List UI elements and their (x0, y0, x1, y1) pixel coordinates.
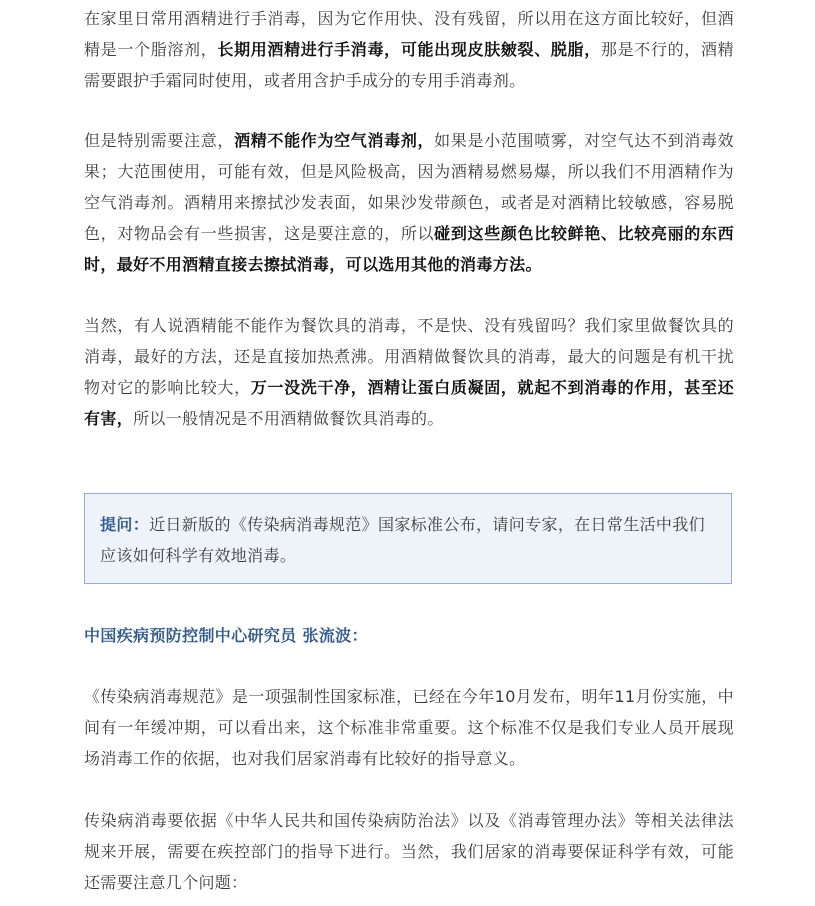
text-segment: 当然，有人说酒精能不能作为餐饮具的消毒，不是快、没有残留吗？我们家里做餐饮具的消毒，最好的方法，还是直接加热煮沸。用酒精做餐饮具的消毒，最大的问题是有机干扰物对它的影响比较大， (84, 316, 734, 397)
paragraph-legal-basis: 传染病消毒要依据《中华人民共和国传染病防治法》以及《消毒管理办法》等相关法律法规来开展，需要在疾控部门的指导下进行。当然，我们居家的消毒要保证科学有效，可能还需要注意几个问题： (84, 811, 734, 892)
paragraph-tableware-disinfection (84, 310, 734, 434)
question-callout-box (84, 493, 732, 584)
question-text (100, 509, 718, 571)
bold-emphasis: 长期用酒精进行手消毒，可能出现皮肤皴裂、脱脂， (217, 40, 601, 59)
text-segment: 如果是小范围喷雾，对空气达不到消毒效果；大范围使用，可能有效，但是风险极高，因为酒精易燃易爆，所以我们不用酒精作为空气消毒剂。酒精用来擦拭沙发表面，如果沙发带颜色，或者是对酒精比较敏感，容易脱色，对物品会有一些损害，这是要注意的，所以 (84, 131, 734, 243)
text-segment: 所以一般情况是不用酒精做餐饮具消毒的。 (133, 409, 444, 428)
text-segment: 但是特别需要注意， (84, 131, 235, 150)
bold-emphasis: 碰到这些颜色比较鲜艳、比较亮丽的东西时，最好不用酒精直接去擦拭消毒，可以选用其他的消毒方法。 (84, 224, 734, 274)
bold-emphasis: 酒精不能作为空气消毒剂， (234, 131, 435, 150)
speaker-attribution: 中国疾病预防控制中心研究员 张流波： (84, 626, 368, 645)
paragraph-alcohol-hand-disinfection (84, 3, 734, 96)
paragraph-disinfection-standard: 《传染病消毒规范》是一项强制性国家标准，已经在今年10月发布，明年11月份实施，中间有一年缓冲期，可以看出来，这个标准非常重要。这个标准不仅是我们专业人员开展现场消毒工作的依据，也对我们居家消毒有比较好的指导意义。 (84, 687, 734, 768)
bold-emphasis: 万一没洗干净，酒精让蛋白质凝固，就起不到消毒的作用，甚至还有害， (84, 378, 734, 428)
text-segment: 在家里日常用酒精进行手消毒，因为它作用快、没有残留，所以用在这方面比较好，但酒精是一个脂溶剂， (84, 9, 734, 59)
question-body: 近日新版的《传染病消毒规范》国家标准公布，请问专家，在日常生活中我们应该如何科学有效地消毒。 (100, 515, 705, 565)
paragraph-alcohol-air-disinfection (84, 125, 734, 280)
question-label: 提问： (100, 515, 150, 534)
text-segment: 那是不行的，酒精需要跟护手霜同时使用，或者用含护手成分的专用手消毒剂。 (84, 40, 734, 90)
